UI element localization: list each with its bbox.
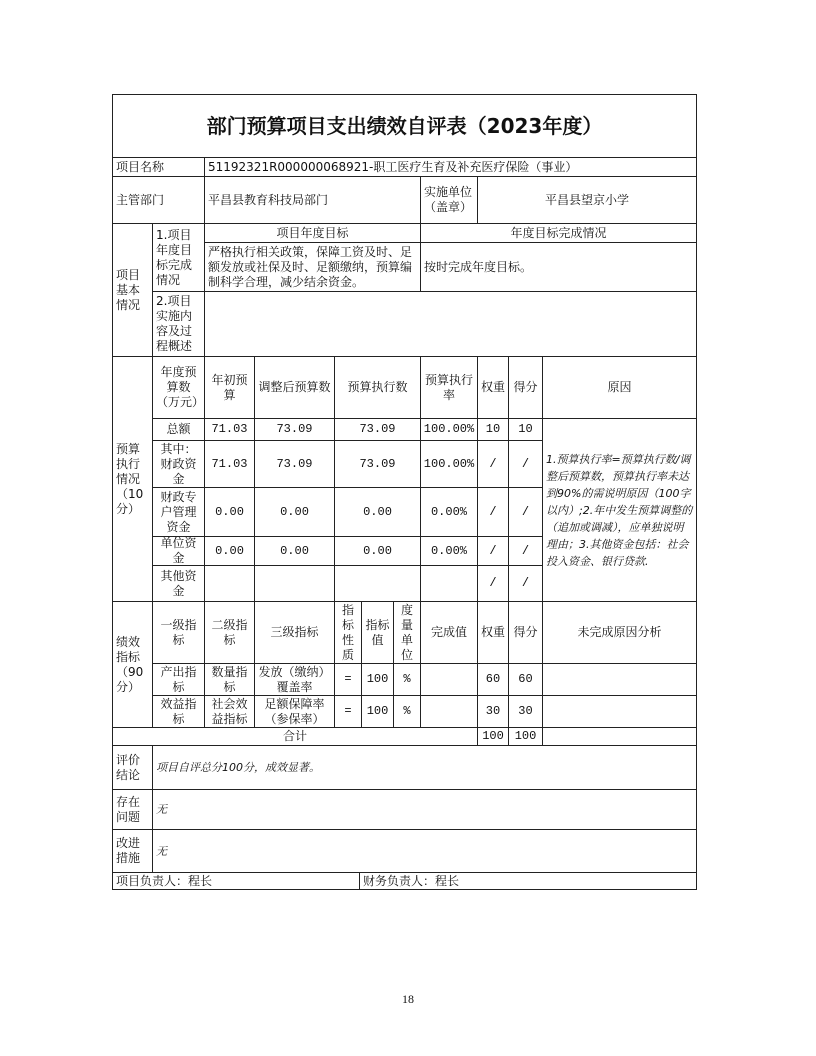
perf-header-3: 指标性质 — [334, 601, 362, 664]
conclusion-label: 评价结论 — [112, 745, 153, 790]
done-text: 按时完成年度目标。 — [420, 242, 697, 292]
budget-cell-adjusted — [254, 565, 335, 602]
budget-cell-executed: 0.00 — [334, 487, 421, 537]
total-score: 100 — [508, 727, 543, 746]
conclusion-value: 项目自评总分100分，成效显著。 — [152, 745, 697, 790]
perf-header-6: 完成值 — [420, 601, 478, 664]
perf-cell-done — [420, 695, 478, 728]
budget-cell-score: / — [508, 565, 543, 602]
perf-cell-done — [420, 663, 478, 696]
perf-header-4: 指标值 — [361, 601, 394, 664]
budget-cell-executed: 73.09 — [334, 418, 421, 441]
budget-header-6: 得分 — [508, 356, 543, 419]
perf-cell-unit: % — [393, 663, 421, 696]
budget-cell-executed — [334, 565, 421, 602]
perf-cell-value: 100 — [361, 695, 394, 728]
budget-cell-executed: 73.09 — [334, 440, 421, 488]
total-reason — [542, 727, 697, 746]
perf-header-0: 一级指标 — [152, 601, 205, 664]
budget-cell-adjusted: 0.00 — [254, 487, 335, 537]
project-name-label: 项目名称 — [112, 157, 205, 177]
perf-cell-reason — [542, 695, 697, 728]
goal-sub-label: 1.项目年度目标完成情况 — [152, 223, 205, 292]
form-title: 部门预算项目支出绩效自评表（2023年度） — [112, 94, 697, 158]
content-value — [204, 291, 697, 357]
budget-row-name: 财政专户管理资金 — [152, 487, 205, 537]
perf-cell-l2: 数量指标 — [204, 663, 255, 696]
budget-cell-initial: 0.00 — [204, 487, 255, 537]
perf-header-1: 二级指标 — [204, 601, 255, 664]
project-name-value: 51192321R000000068921-职工医疗生育及补充医疗保险（事业） — [204, 157, 697, 177]
done-head: 年度目标完成情况 — [420, 223, 697, 243]
perf-cell-l1: 产出指标 — [152, 663, 205, 696]
perf-cell-l2: 社会效益指标 — [204, 695, 255, 728]
perf-cell-score: 60 — [508, 663, 543, 696]
problems-value: 无 — [152, 789, 697, 830]
budget-header-3: 预算执行数 — [334, 356, 421, 419]
perf-header-7: 权重 — [477, 601, 509, 664]
budget-cell-rate: 0.00% — [420, 536, 478, 566]
budget-label: 预算执行情况（10分） — [112, 356, 153, 602]
dept-label: 主管部门 — [112, 176, 205, 224]
budget-header-5: 权重 — [477, 356, 509, 419]
budget-cell-score: / — [508, 487, 543, 537]
goal-head: 项目年度目标 — [204, 223, 421, 243]
measures-label: 改进措施 — [112, 829, 153, 873]
budget-cell-weight: / — [477, 565, 509, 602]
perf-header-8: 得分 — [508, 601, 543, 664]
measures-value: 无 — [152, 829, 697, 873]
perf-cell-l3: 足额保障率（参保率） — [254, 695, 335, 728]
budget-cell-adjusted: 73.09 — [254, 440, 335, 488]
dept-value: 平昌县教育科技局部门 — [204, 176, 421, 224]
goal-text: 严格执行相关政策，保障工资及时、足额发放或社保及时、足额缴纳，预算编制科学合理，减少结余资金。 — [204, 242, 421, 292]
perf-header-5: 度量单位 — [393, 601, 421, 664]
budget-cell-weight: / — [477, 487, 509, 537]
budget-row-name: 总额 — [152, 418, 205, 441]
budget-cell-initial: 71.03 — [204, 440, 255, 488]
content-sub-label: 2.项目实施内容及过程概述 — [152, 291, 205, 357]
perf-cell-weight: 60 — [477, 663, 509, 696]
impl-unit-value: 平昌县望京小学 — [477, 176, 697, 224]
budget-row-name: 单位资金 — [152, 536, 205, 566]
total-weight: 100 — [477, 727, 509, 746]
perf-cell-reason — [542, 663, 697, 696]
budget-header-7: 原因 — [542, 356, 697, 419]
budget-cell-adjusted: 73.09 — [254, 418, 335, 441]
budget-cell-initial: 0.00 — [204, 536, 255, 566]
budget-cell-weight: / — [477, 536, 509, 566]
perf-cell-nature: = — [334, 695, 362, 728]
budget-cell-weight: 10 — [477, 418, 509, 441]
budget-cell-score: / — [508, 536, 543, 566]
budget-cell-weight: / — [477, 440, 509, 488]
basic-label: 项目基本情况 — [112, 223, 153, 357]
budget-cell-score: / — [508, 440, 543, 488]
perf-cell-nature: = — [334, 663, 362, 696]
budget-cell-rate — [420, 565, 478, 602]
perf-cell-l3: 发放（缴纳）覆盖率 — [254, 663, 335, 696]
budget-note: 1.预算执行率=预算执行数/调整后预算数，预算执行率未达到90%的需说明原因（100字以内）;2.年中发生预算调整的（追加或调减），应单独说明理由；3.其他资金包括：社会投入资金、银行贷款. — [542, 418, 697, 602]
finance-lead: 财务负责人：程长 — [359, 872, 697, 890]
perf-cell-weight: 30 — [477, 695, 509, 728]
budget-header-4: 预算执行率 — [420, 356, 478, 419]
budget-row-name: 其他资金 — [152, 565, 205, 602]
budget-header-1: 年初预算 — [204, 356, 255, 419]
perf-cell-value: 100 — [361, 663, 394, 696]
perf-header-9: 未完成原因分析 — [542, 601, 697, 664]
budget-cell-rate: 100.00% — [420, 440, 478, 488]
perf-label: 绩效指标（90分） — [112, 601, 153, 728]
budget-cell-executed: 0.00 — [334, 536, 421, 566]
budget-header-2: 调整后预算数 — [254, 356, 335, 419]
budget-cell-rate: 100.00% — [420, 418, 478, 441]
budget-cell-rate: 0.00% — [420, 487, 478, 537]
problems-label: 存在问题 — [112, 789, 153, 830]
impl-unit-label: 实施单位（盖章） — [420, 176, 478, 224]
project-lead: 项目负责人：程长 — [112, 872, 360, 890]
perf-cell-score: 30 — [508, 695, 543, 728]
perf-cell-l1: 效益指标 — [152, 695, 205, 728]
budget-header-0: 年度预算数（万元） — [152, 356, 205, 419]
budget-cell-adjusted: 0.00 — [254, 536, 335, 566]
budget-cell-initial — [204, 565, 255, 602]
perf-cell-unit: % — [393, 695, 421, 728]
page-number: 18 — [402, 992, 414, 1006]
budget-cell-score: 10 — [508, 418, 543, 441]
budget-cell-initial: 71.03 — [204, 418, 255, 441]
perf-header-2: 三级指标 — [254, 601, 335, 664]
budget-row-name: 其中：财政资金 — [152, 440, 205, 488]
total-label: 合计 — [112, 727, 478, 746]
